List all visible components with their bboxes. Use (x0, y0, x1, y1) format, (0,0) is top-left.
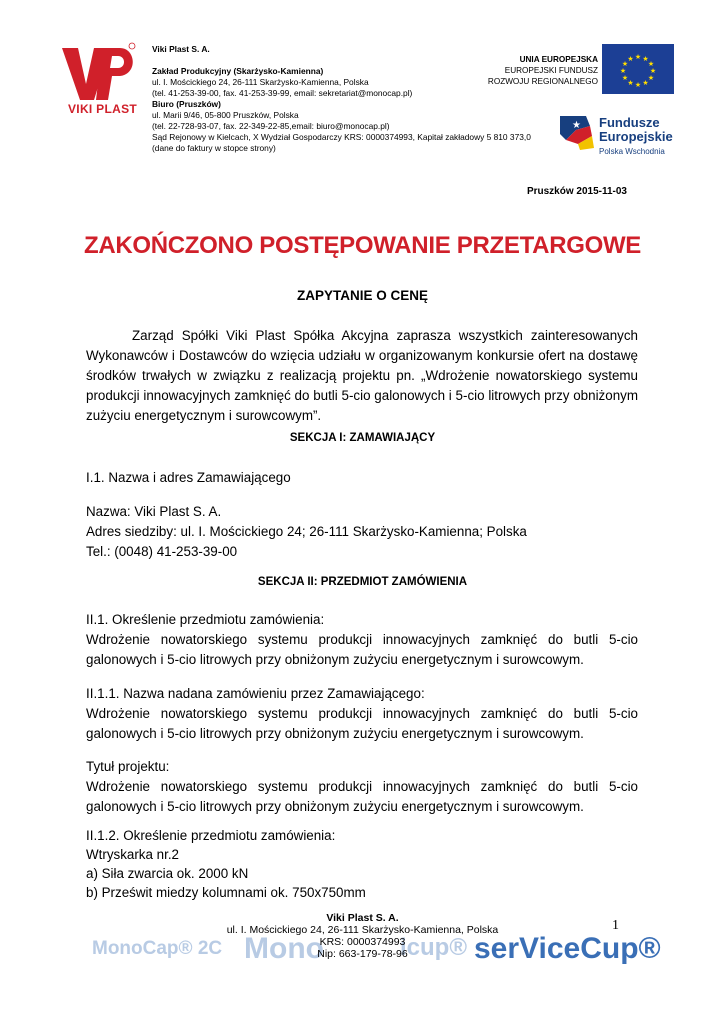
eu-line-3: ROZWOJU REGIONALNEGO (487, 77, 598, 86)
brand-monocap-2c: MonoCap® 2C (92, 938, 223, 959)
brand-icup: icup® (400, 934, 468, 961)
svg-text:★: ★ (642, 55, 649, 63)
fundusze-europejskie-icon (556, 110, 596, 154)
ii1-label: II.1. Określenie przedmiotu zamówienia: (86, 612, 325, 627)
court-info: Sąd Rejonowy w Kielcach, X Wydział Gospodarczy KRS: 0000374993, Kapitał zakładowy 5 810 373,0 (152, 132, 531, 142)
svg-text:★: ★ (627, 55, 634, 63)
ii11-label: II.1.1. Nazwa nadana zamówieniu przez Zamawiającego: (86, 686, 425, 701)
svg-text:★: ★ (619, 67, 627, 75)
fe-line-2: Europejskie (599, 129, 673, 144)
fe-line-1: Fundusze (599, 115, 660, 130)
intro-paragraph: Zarząd Spółki Viki Plast Spółka Akcyjna zaprasza wszystkich zainteresowanych Wykonawców i Dostawców do wzięcia udziału w organizowanym konkursie ofert na dostawę środków trwałych w związku z realizacją projektu pn. „Wdrożenie nowatorskiego systemu produkcji innowacyjnych zamknięć do butli 5-cio galonowych i 5-cio litrowych przy obniżonym zużyciu energetycznym i surowcowym”. (86, 328, 638, 423)
svg-text:★: ★ (647, 60, 655, 68)
svg-text:★: ★ (572, 120, 581, 131)
document-date: Pruszków 2015-11-03 (526, 186, 627, 197)
plant-contact: (tel. 41-253-39-00, fax. 41-253-39-99, email: sekretariat@monocap.pl) (152, 88, 413, 98)
fe-title (599, 116, 673, 144)
svg-text:★: ★ (642, 79, 649, 87)
svg-text:★: ★ (634, 53, 642, 61)
invoice-note: (dane do faktury w stopce strony) (152, 143, 276, 153)
svg-text:★: ★ (621, 74, 629, 82)
footer-company: Viki Plast S. A. (326, 912, 399, 924)
spec-b: b) Prześwit miedzy kolumnami ok. 750x750mm (86, 885, 366, 900)
section-2-heading: SEKCJA II: PRZEDMIOT ZAMÓWIENIA (257, 576, 468, 588)
eu-line-2: EUROPEJSKI FUNDUSZ (504, 66, 598, 75)
svg-text:★: ★ (621, 60, 629, 68)
eu-caption (470, 54, 598, 87)
buyer-address: Adres siedziby: ul. I. Mościckiego 24; 26-111 Skarżysko-Kamienna; Polska (86, 524, 527, 539)
logo-wordmark: VIKI PLAST (68, 102, 138, 116)
machine-name: Wtryskarka nr.2 (86, 847, 180, 862)
svg-text:★: ★ (649, 67, 657, 75)
footer-krs: KRS: 0000374993 (319, 936, 406, 948)
page-number: 1 (612, 918, 619, 933)
office-contact: (tel. 22-728-93-07, fax. 22-349-22-85,email: biuro@monocap.pl) (152, 121, 390, 131)
svg-text:★: ★ (647, 74, 655, 82)
buyer-phone: Tel.: (0048) 41-253-39-00 (86, 544, 238, 559)
brand-mono: Mono (244, 932, 324, 965)
section-1-heading: SEKCJA I: ZAMAWIAJĄCY (289, 432, 436, 444)
office-title: Biuro (Pruszków) (152, 99, 221, 109)
document-title: ZAKOŃCZONO POSTĘPOWANIE PRZETARGOWE (83, 232, 642, 259)
ii12-label: II.1.2. Określenie przedmiotu zamówienia: (86, 828, 336, 843)
svg-text:★: ★ (634, 81, 642, 89)
eu-line-1: UNIA EUROPEJSKA (519, 55, 598, 64)
svg-text:★: ★ (627, 79, 634, 87)
spec-a: a) Siła zwarcia ok. 2000 kN (86, 866, 249, 881)
section-1-item: I.1. Nazwa i adres Zamawiającego (86, 470, 291, 485)
ii1-text: Wdrożenie nowatorskiego systemu produkcji innowacyjnych zamknięć do butli 5-cio galonowych i 5-cio litrowych przy obniżonym zużyciu energetycznym i surowcowym. (86, 632, 638, 667)
buyer-name: Nazwa: Viki Plast S. A. (86, 504, 222, 519)
document-subtitle: ZAPYTANIE O CENĘ (296, 288, 428, 303)
eu-flag-icon (602, 44, 674, 94)
plant-address: ul. I. Mościckiego 24, 26-111 Skarżysko-Kamienna, Polska (152, 77, 369, 87)
company-name: Viki Plast S. A. (152, 44, 210, 54)
ii11-text: Wdrożenie nowatorskiego systemu produkcji innowacyjnych zamknięć do butli 5-cio galonowych i 5-cio litrowych przy obniżonym zużyciu energetycznym i surowcowym. (86, 706, 638, 741)
brand-servicecup: serViceCup® (474, 932, 661, 965)
office-address: ul. Marii 9/46, 05-800 Pruszków, Polska (152, 110, 299, 120)
fe-subtitle: Polska Wschodnia (599, 147, 665, 156)
project-label: Tytuł projektu: (86, 759, 170, 774)
project-text: Wdrożenie nowatorskiego systemu produkcji innowacyjnych zamknięć do butli 5-cio galonowych i 5-cio litrowych przy obniżonym zużyciu energetycznym i surowcowym. (86, 779, 638, 814)
footer-address: ul. I. Mościckiego 24, 26-111 Skarżysko-Kamienna, Polska (226, 924, 499, 936)
footer-nip: Nip: 663-179-78-96 (317, 948, 408, 960)
plant-title: Zakład Produkcyjny (Skarżysko-Kamienna) (152, 66, 324, 76)
